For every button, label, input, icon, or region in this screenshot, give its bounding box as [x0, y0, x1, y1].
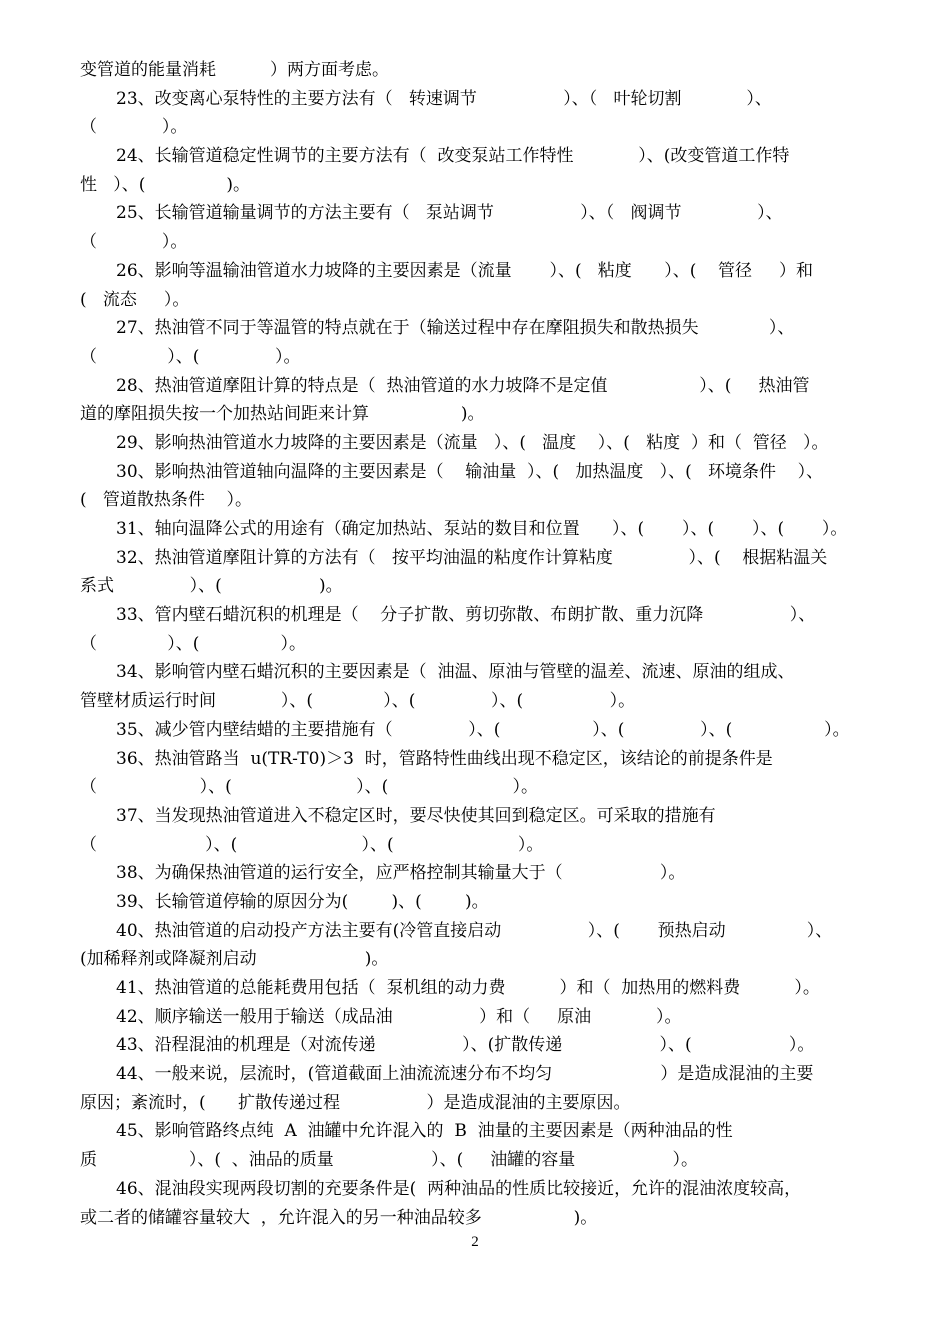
- document-body: [80, 56, 875, 1232]
- text-line: 性 ）、( )。: [80, 174, 251, 195]
- question-23: 23、改变离心泵特性的主要方法有（ 转速调节 ）、（ 叶轮切割 ）、: [116, 88, 772, 109]
- text-line: （ ）、( ）。: [80, 346, 301, 367]
- page-number: 2: [471, 1234, 479, 1250]
- question-43: 43、沿程混油的机理是（对流传递 ）、(扩散传递 ）、( ）。: [116, 1035, 815, 1056]
- text-line: （ ）、( ）、( ）。: [80, 777, 539, 798]
- text-line: （ ）。: [80, 117, 188, 138]
- question-29: 29、影响热油管道水力坡降的主要因素是（流量 ）、( 温度 ）、( 粘度 ）和（ 管径 ）。: [116, 432, 829, 453]
- text-line: ( 管道散热条件 ）。: [80, 490, 252, 511]
- question-45: 45、影响管路终点纯 A 油罐中允许混入的 B 油量的主要因素是（两种油品的性: [116, 1121, 733, 1142]
- question-36: 36、热油管路当 u(TR-T0)＞3 时，管路特性曲线出现不稳定区，该结论的前提条件是: [116, 748, 773, 769]
- question-38: 38、为确保热油管道的运行安全，应严格控制其输量大于（ ）。: [116, 863, 686, 884]
- question-37: 37、当发现热油管道进入不稳定区时，要尽快使其回到稳定区。可采取的措施有: [116, 805, 716, 826]
- text-line: 变管道的能量消耗 ）两方面考虑。: [80, 60, 390, 80]
- question-24: 24、长输管道稳定性调节的主要方法有（ 改变泵站工作特性 ）、(改变管道工作特: [116, 146, 790, 167]
- text-line: 管壁材质运行时间 ）、( ）、( ）、( ）。: [80, 691, 636, 712]
- text-line: 道的摩阻损失按一个加热站间距来计算 )。: [80, 404, 485, 425]
- question-28: 28、热油管道摩阻计算的特点是（ 热油管道的水力坡降不是定值 ）、( 热油管: [116, 375, 810, 396]
- question-39: 39、长输管道停输的原因分为( )、( )。: [116, 891, 489, 912]
- question-35: 35、减少管内壁结蜡的主要措施有（ ）、( ）、( ）、( ）。: [116, 719, 850, 740]
- text-line: 质 ）、( 、油品的质量 ）、( 油罐的容量 ）。: [80, 1150, 698, 1171]
- question-41: 41、热油管道的总能耗费用包括（ 泵机组的动力费 ）和（ 加热用的燃料费 ）。: [116, 978, 820, 998]
- text-line: 系式 ）、( )。: [80, 576, 343, 597]
- text-line: 原因；紊流时，( 扩散传递过程 ）是造成混油的主要原因。: [80, 1092, 631, 1113]
- question-25: 25、长输管道输量调节的方法主要有（ 泵站调节 ）、（ 阀调节 ）、: [116, 203, 783, 224]
- question-34: 34、影响管内壁石蜡沉积的主要因素是（ 油温、原油与管壁的温差、流速、原油的组成、: [116, 662, 795, 683]
- question-32: 32、热油管道摩阻计算的方法有（ 按平均油温的粘度作计算粘度 ）、( 根据粘温关: [116, 547, 828, 568]
- question-26: 26、影响等温输油管道水力坡降的主要因素是（流量 ）、( 粘度 ）、( 管径 ）和: [116, 260, 813, 281]
- question-40: 40、热油管道的启动投产方法主要有(冷管直接启动 ）、( 预热启动 ）、: [116, 920, 833, 941]
- question-27: 27、热油管不同于等温管的特点就在于（输送过程中存在摩阻损失和散热损失 ）、: [116, 318, 795, 339]
- question-31: 31、轴向温降公式的用途有（确定加热站、泵站的数目和位置 ）、( ）、( ）、( ）。: [116, 519, 848, 539]
- question-42: 42、顺序输送一般用于输送（成品油 ）和（ 原油 ）。: [116, 1006, 682, 1027]
- text-line: ( 流态 ）。: [80, 289, 190, 310]
- text-line: (加稀释剂或降凝剂启动 )。: [80, 949, 389, 970]
- text-line: （ ）、( ）。: [80, 633, 306, 654]
- question-33: 33、管内壁石蜡沉积的机理是（ 分子扩散、剪切弥散、布朗扩散、重力沉降 ）、: [116, 605, 816, 626]
- text-line: （ ）。: [80, 232, 188, 253]
- text-line: （ ）、( ）、( ）。: [80, 834, 544, 855]
- question-30: 30、影响热油管道轴向温降的主要因素是（ 输油量 ）、( 加热温度 ）、( 环境条件 ）、: [116, 461, 824, 482]
- question-46: 46、混油段实现两段切割的充要条件是( 两种油品的性质比较接近，允许的混油浓度较高，: [116, 1178, 802, 1199]
- question-44: 44、一般来说，层流时，(管道截面上油流流速分布不均匀 ）是造成混油的主要: [116, 1064, 814, 1085]
- text-line: 或二者的储罐容量较大 ，允许混入的另一种油品较多 )。: [80, 1207, 598, 1228]
